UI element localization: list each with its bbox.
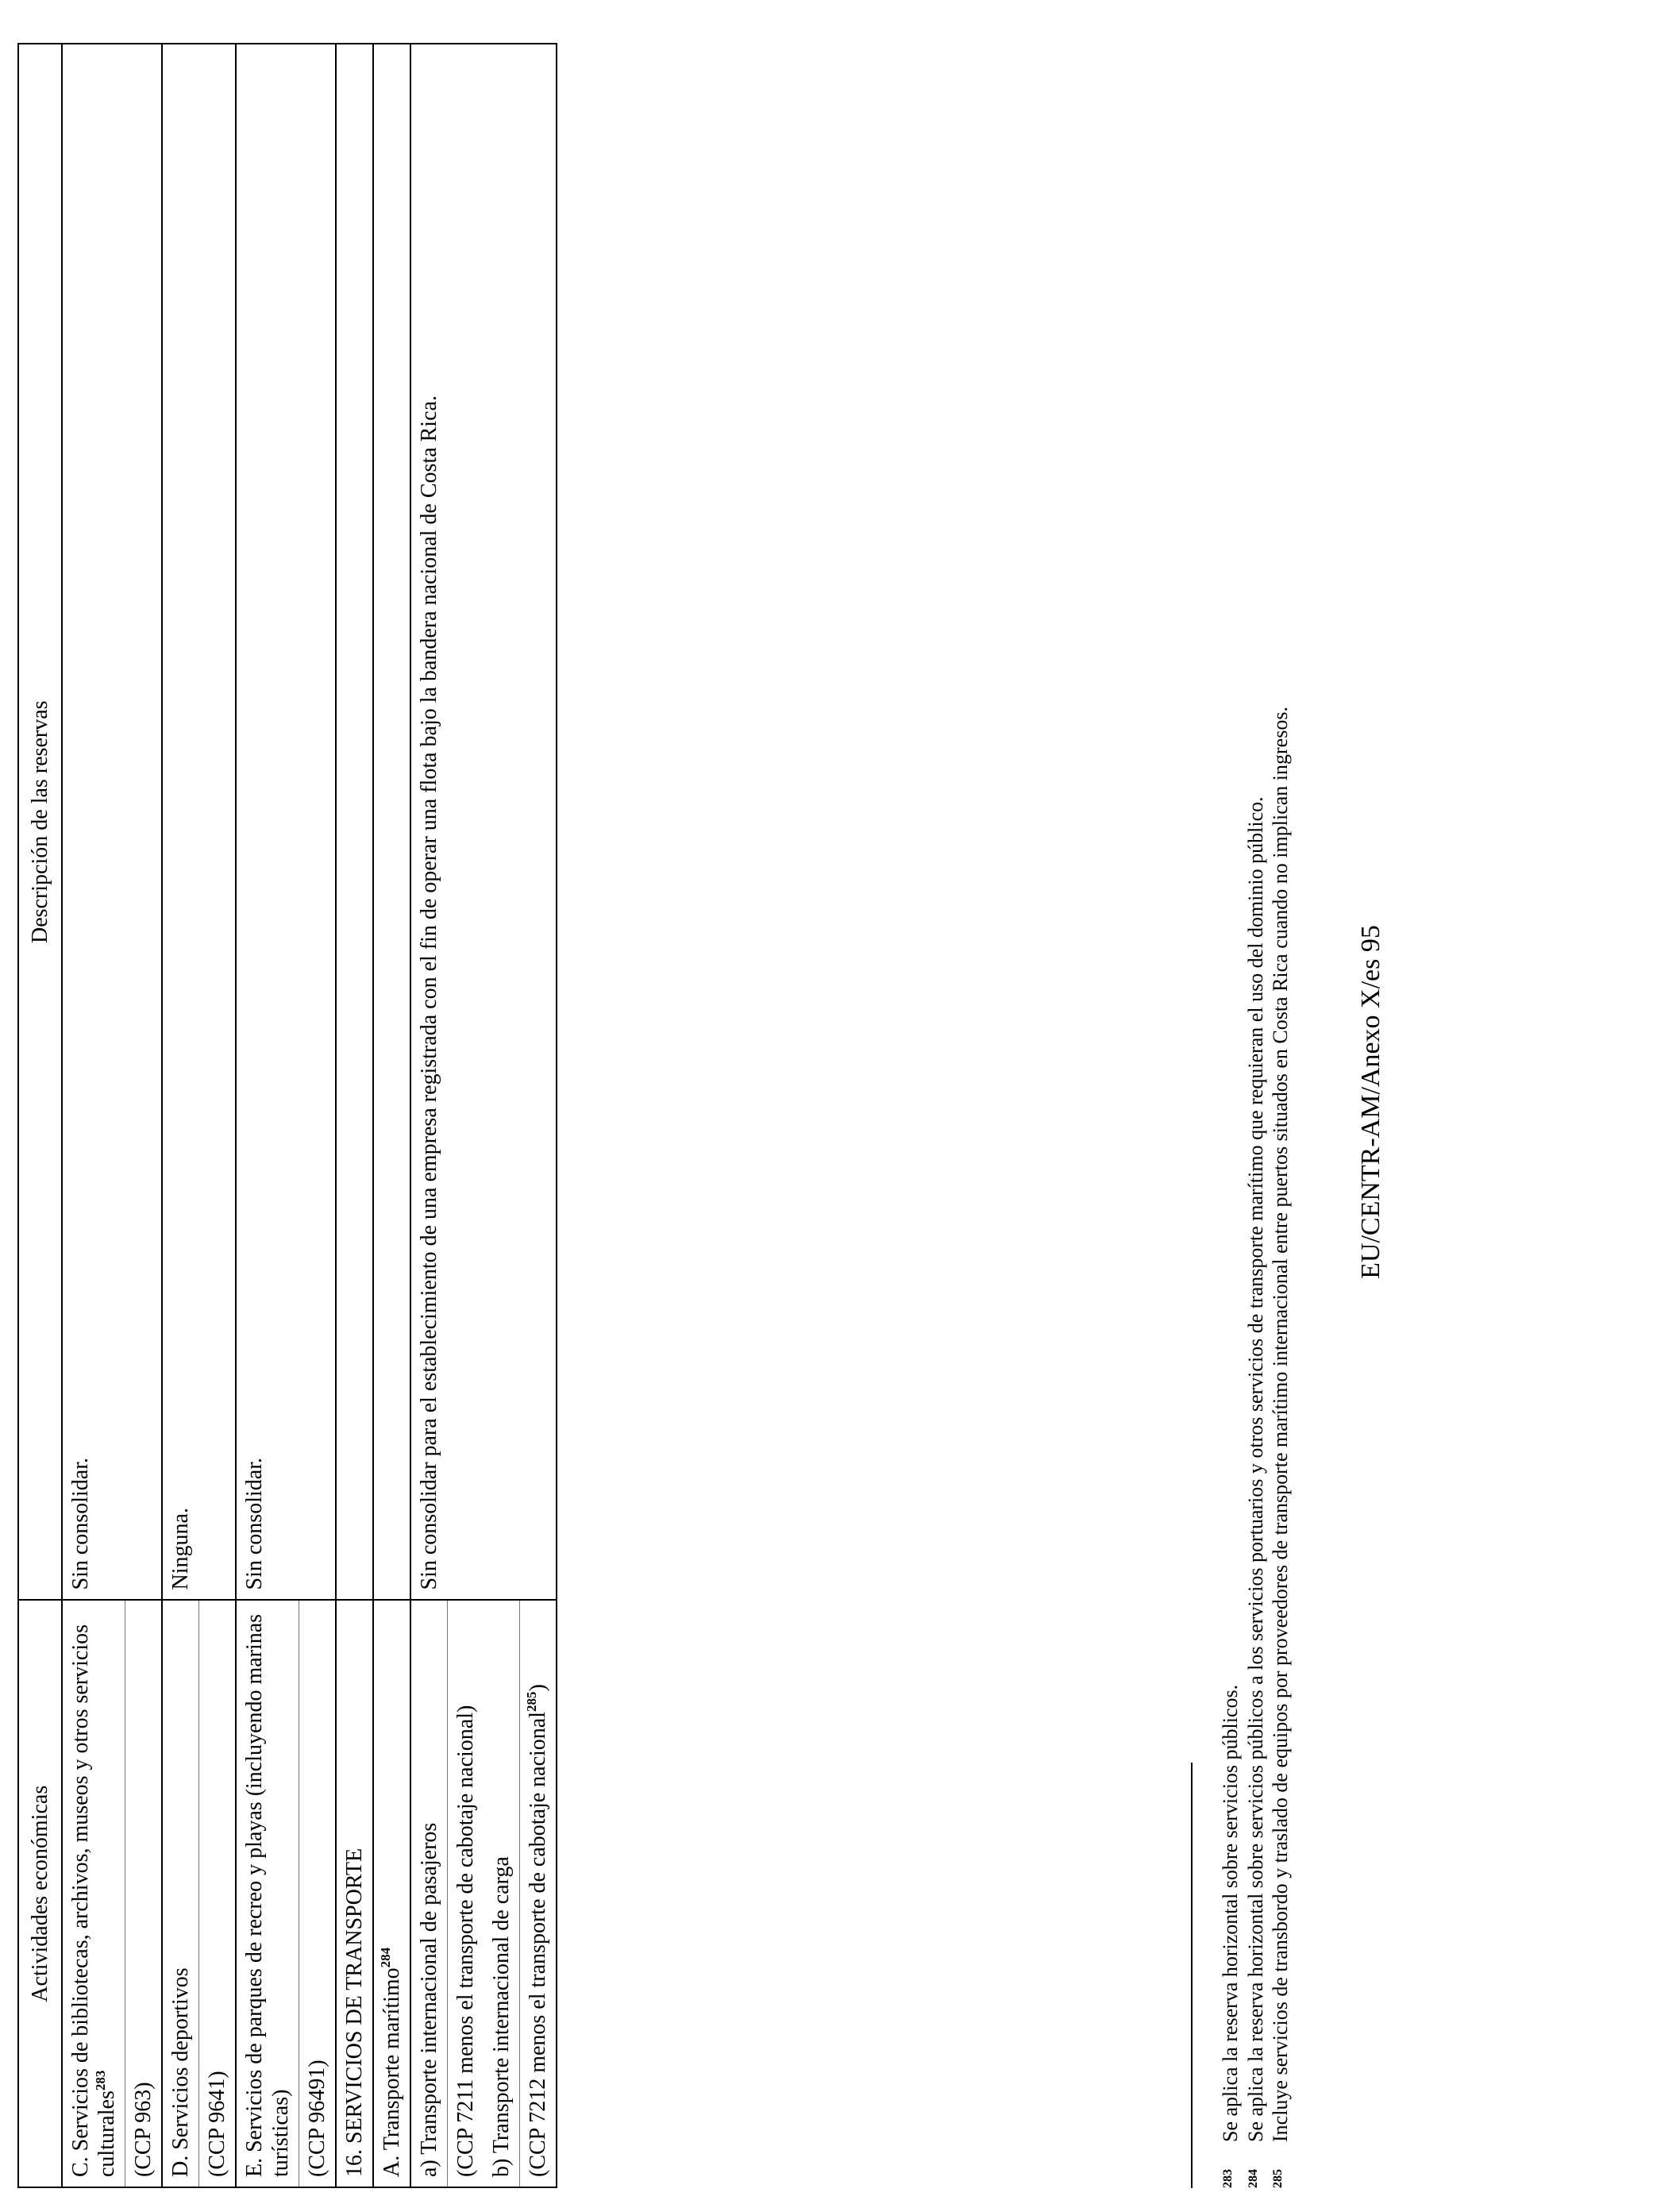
table-row-e xyxy=(236,44,336,2187)
table-row-c xyxy=(62,44,162,2187)
footnote-separator xyxy=(1191,1763,1193,2188)
activity-title-d: D. Servicios deportivos xyxy=(168,1967,194,2177)
section-16-title: 16. SERVICIOS DE TRANSPORTE xyxy=(336,1600,373,2187)
footnote-ref-283[interactable]: 283 xyxy=(93,2070,109,2091)
footnotes xyxy=(1218,124,1293,2188)
table-row-section-16 xyxy=(336,44,373,2187)
description-cell-e: Sin consolidar. xyxy=(236,44,336,1600)
maritime-title: A. Transporte marítimo xyxy=(380,1967,405,2177)
activity-code-d: (CCP 9641) xyxy=(198,1601,235,2187)
footnote-number: 285 xyxy=(1271,2169,1285,2188)
footnote-ref-285[interactable]: 285 xyxy=(524,1691,540,1712)
footnote-ref-284[interactable]: 284 xyxy=(378,1947,394,1968)
section-16-empty xyxy=(336,44,373,1600)
footnote-text: Incluye servicios de transbordo y traslado de equipos por proveedores de transporte marítimo internacional entre puertos situados en Costa Rica cuando no implican ingresos. xyxy=(1269,707,1293,2142)
footnote-284 xyxy=(1243,124,1269,2188)
table-header-row xyxy=(18,44,62,2187)
activity-title-c: C. Servicios de bibliotecas, archivos, museos y otros servicios culturales xyxy=(68,1624,120,2177)
maritime-cell xyxy=(373,1600,410,2187)
activity-cell-c xyxy=(62,1600,162,2187)
description-cell-d: Ninguna. xyxy=(162,44,236,1600)
table-row-maritime xyxy=(373,44,410,2187)
footnote-text: Se aplica la reserva horizontal sobre servicios públicos. xyxy=(1219,1684,1242,2142)
transport-passengers-code: (CCP 7211 menos el transporte de cabotaje nacional) xyxy=(447,1601,484,2187)
activity-code-e: (CCP 96491) xyxy=(299,1601,335,2187)
maritime-empty xyxy=(373,44,410,1600)
activity-cell-e xyxy=(236,1600,336,2187)
footnote-text: Se aplica la reserva horizontal sobre servicios públicos a los servicios portuarios y otros servicios de transporte marítimo que requieran el uso del dominio público. xyxy=(1243,796,1267,2142)
footnote-283 xyxy=(1218,124,1243,2188)
page-footer-id: EU/CENTR-AM/Anexo X/es 95 xyxy=(1356,925,1385,1279)
table-row-transport xyxy=(410,44,557,2187)
header-description: Descripción de las reservas xyxy=(18,44,62,1600)
activity-cell-d xyxy=(162,1600,236,2187)
header-activities: Actividades económicas xyxy=(18,1600,62,2187)
transport-cell xyxy=(410,1600,557,2187)
transport-cargo-code-close: ) xyxy=(526,1684,551,1692)
activity-code-c: (CCP 963) xyxy=(125,1601,161,2187)
footnote-285 xyxy=(1268,124,1293,2188)
transport-cargo: b) Transporte internacional de carga xyxy=(489,1856,514,2177)
footnote-number: 283 xyxy=(1221,2169,1235,2188)
transport-cargo-code: (CCP 7212 menos el transporte de cabotaje nacional xyxy=(526,1711,551,2177)
description-cell-c: Sin consolidar. xyxy=(62,44,162,1600)
footnote-number: 284 xyxy=(1246,2169,1260,2188)
transport-passengers: a) Transporte internacional de pasajeros xyxy=(417,1822,442,2177)
table-row-d xyxy=(162,44,236,2187)
activity-title-e: E. Servicios de parques de recreo y playas (incluyendo marinas turísticas) xyxy=(242,1613,294,2177)
transport-description: Sin consolidar para el establecimiento de una empresa registrada con el fin de operar una flota bajo la bandera nacional de Costa Rica. xyxy=(410,44,557,1600)
reservations-table xyxy=(17,43,557,2188)
